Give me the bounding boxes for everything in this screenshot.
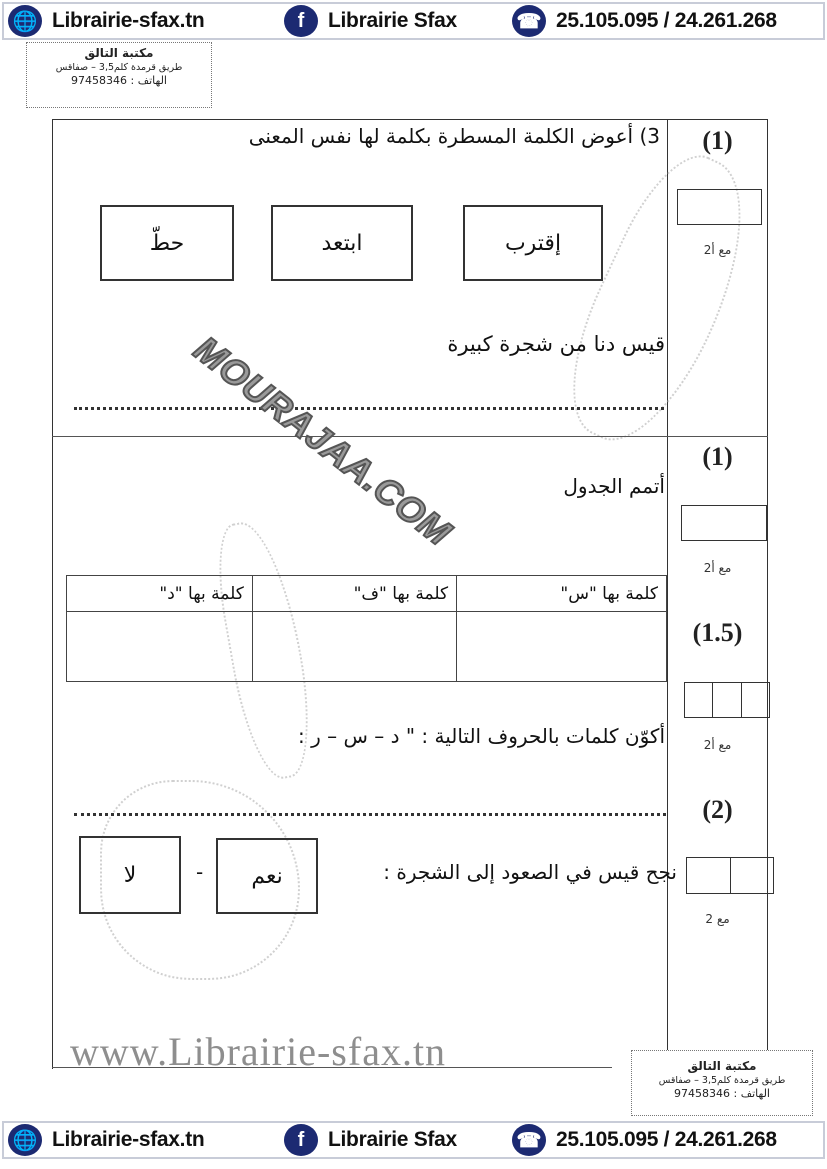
option-yes-box[interactable]: نعم <box>216 838 318 914</box>
table-cell-answer[interactable] <box>67 612 253 682</box>
bottom-banner <box>2 1121 825 1159</box>
answer-line[interactable] <box>74 813 666 816</box>
phone-label: 25.105.095 / 24.261.268 <box>556 9 777 32</box>
phone-link[interactable] <box>512 1124 777 1156</box>
option-separator: - <box>196 860 204 884</box>
table-row <box>67 612 667 682</box>
stamp-address: طريق قرمدة كلم3,5 – صفاقس <box>55 62 183 73</box>
phone-icon: ☎ <box>512 5 546 37</box>
score-box[interactable] <box>677 189 762 225</box>
website-link[interactable] <box>8 1124 204 1156</box>
stamp-phone: الهاتف : 97458346 <box>674 1087 770 1100</box>
exercise-3-sentence: قيس دنا من شجرة كبيرة <box>447 332 665 356</box>
yesno-question: نجح قيس في الصعود إلى الشجرة : <box>383 860 677 884</box>
score-box[interactable] <box>686 857 774 894</box>
frame-bottom-line <box>52 1067 612 1068</box>
phone-icon: ☎ <box>512 1124 546 1156</box>
section-divider <box>52 436 768 437</box>
table-cell-answer[interactable] <box>252 612 456 682</box>
word-choice-box: ابتعد <box>271 205 413 281</box>
score-criterion: مع أ2 <box>703 561 732 575</box>
score-criterion: مع 2 <box>705 912 730 926</box>
globe-icon: 🌐 <box>8 5 42 37</box>
bookstore-stamp-top <box>26 42 212 108</box>
site-watermark: www.Librairie-sfax.tn <box>70 1029 447 1074</box>
facebook-label: Librairie Sfax <box>328 1128 457 1151</box>
answer-line[interactable] <box>74 407 664 410</box>
stamp-name: مكتبة التالق <box>687 1059 757 1073</box>
top-banner <box>2 2 825 40</box>
score-points: (1) <box>702 442 733 471</box>
option-no-box[interactable]: لا <box>79 836 181 914</box>
score-points: (1.5) <box>692 618 743 647</box>
phone-link[interactable] <box>512 5 777 37</box>
phone-label: 25.105.095 / 24.261.268 <box>556 1128 777 1151</box>
exercise-3-title: 3) أعوض الكلمة المسطرة بكلمة لها نفس المعنى <box>248 124 660 148</box>
table-header: كلمة بها "س" <box>457 576 667 612</box>
stamp-name: مكتبة التالق <box>84 46 154 60</box>
table-exercise-title: أتمم الجدول <box>563 474 665 498</box>
facebook-link[interactable] <box>284 1124 457 1156</box>
mourajaa-watermark: MOURAJAA.COM <box>186 328 460 554</box>
stamp-phone: الهاتف : 97458346 <box>71 74 167 87</box>
score-criterion: مع أ2 <box>703 243 732 257</box>
website-label: Librairie-sfax.tn <box>52 9 205 32</box>
table-header: كلمة بها "د" <box>67 576 253 612</box>
facebook-link[interactable] <box>284 5 457 37</box>
score-criterion: مع أ2 <box>703 738 732 752</box>
score-points: (2) <box>702 795 733 824</box>
word-choice-box: إقترب <box>463 205 603 281</box>
stamp-address: طريق قرمدة كلم3,5 – صفاقس <box>658 1075 786 1086</box>
letters-exercise-instruction: أكوّن كلمات بالحروف التالية : " د – س – ر : <box>297 724 665 748</box>
facebook-label: Librairie Sfax <box>328 9 457 32</box>
letters-table <box>66 575 667 682</box>
score-box[interactable] <box>681 505 767 541</box>
website-link[interactable] <box>8 5 204 37</box>
table-cell-answer[interactable] <box>457 612 667 682</box>
globe-icon: 🌐 <box>8 1124 42 1156</box>
website-label: Librairie-sfax.tn <box>52 1128 205 1151</box>
facebook-icon: f <box>284 5 318 37</box>
table-header: كلمة بها "ف" <box>252 576 456 612</box>
word-choice-box: حطّ <box>100 205 234 281</box>
score-points: (1) <box>702 126 733 155</box>
facebook-icon: f <box>284 1124 318 1156</box>
score-box[interactable] <box>684 682 770 718</box>
bookstore-stamp-bottom <box>631 1050 813 1116</box>
